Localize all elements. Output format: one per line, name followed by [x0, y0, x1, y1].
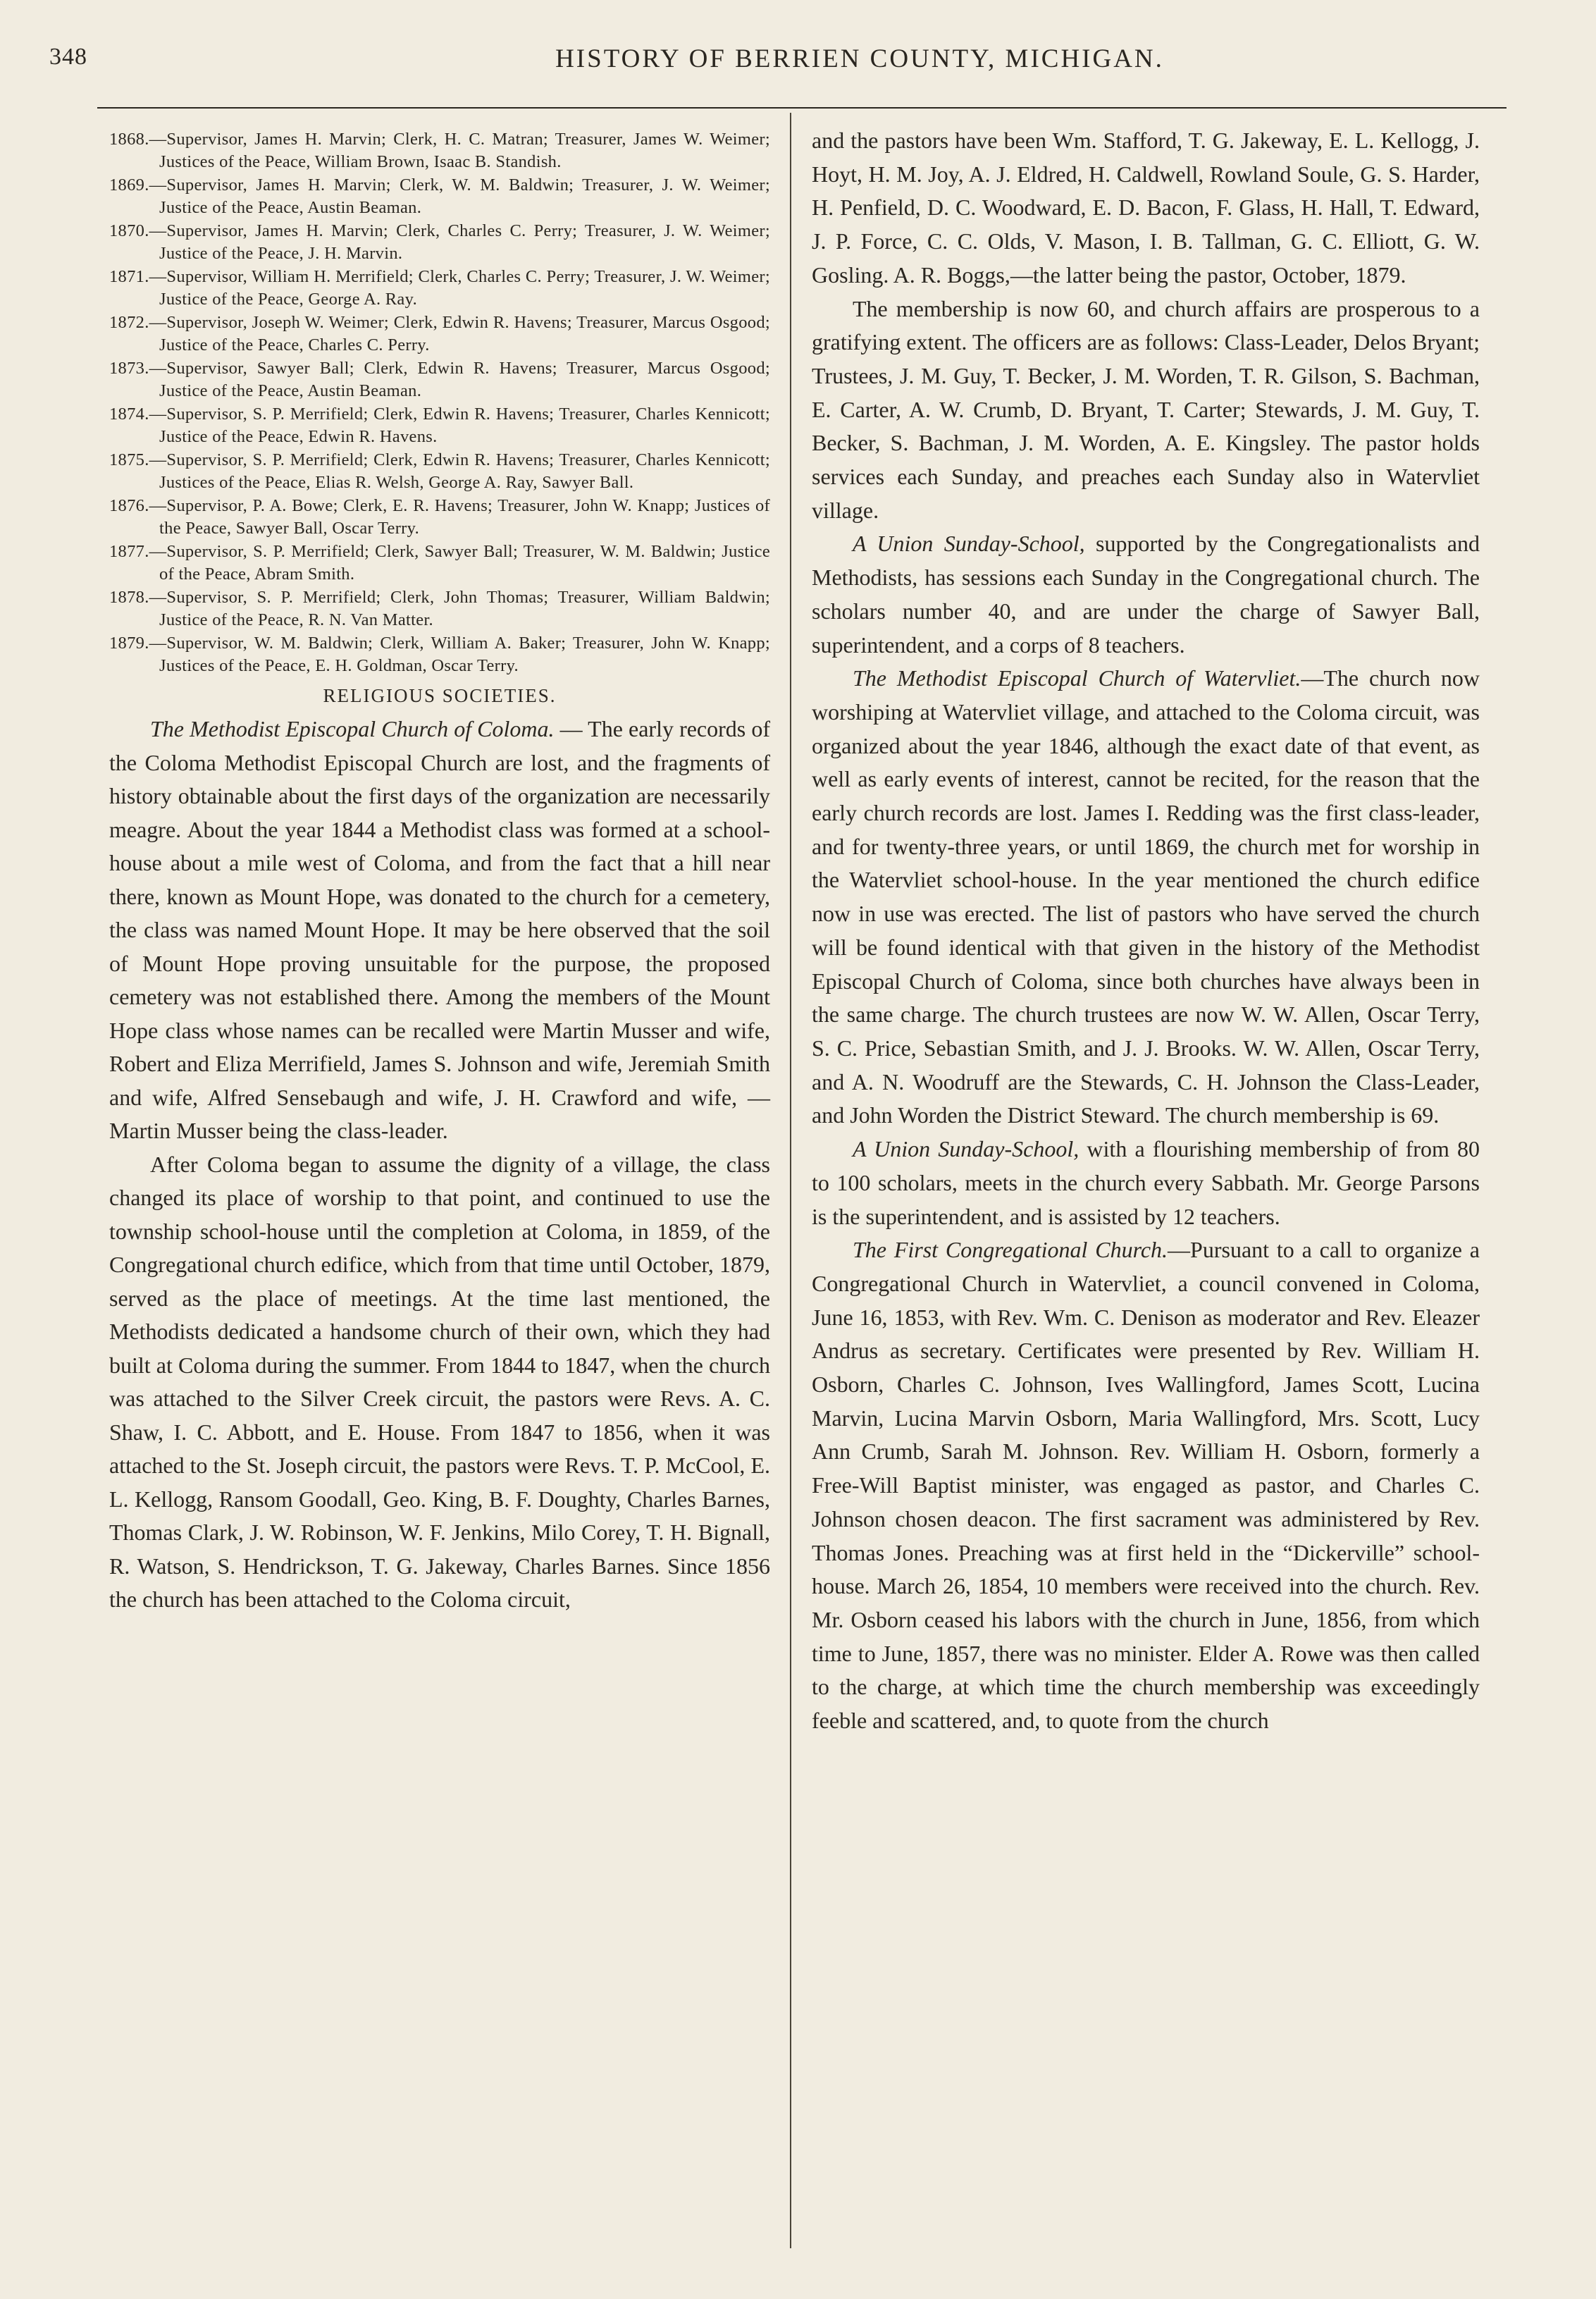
officer-entry-1873: 1873.—Supervisor, Sawyer Ball; Clerk, Edwin R. Havens; Treasurer, Marcus Osgood; Justice of the Peace, Austin Beaman.	[109, 359, 770, 400]
right-column	[812, 124, 1480, 1738]
officer-entry-1877: 1877.—Supervisor, S. P. Merrifield; Clerk, Sawyer Ball; Treasurer, W. M. Baldwin; Justice of the Peace, Abram Smith.	[109, 542, 770, 584]
coloma-church-text: — The early records of the Coloma Methodist Episcopal Church are lost, and the fragments of history obtainable about the first days of the organization are necessarily meagre. About the year 1844 a Methodist class was formed at a school-house about a mile west of Coloma, and from the fact that a hill near there, known as Mount Hope, was donated to the church for a cemetery, the class was named Mount Hope. It may be here observed that the soil of Mount Hope proving unsuitable for the purpose, the proposed cemetery was not established there. Among the members of the Mount Hope class whose names can be recalled were Martin Musser and wife, Robert and Eliza Merrifield, James S. Johnson and wife, Jeremiah Smith and wife, Alfred Sensebaugh and wife, J. H. Crawford and wife, —Martin Musser being the class-leader.	[109, 716, 771, 1143]
officer-entry-1871: 1871.—Supervisor, William H. Merrifield; Clerk, Charles C. Perry; Treasurer, J. W. Weimer; Justice of the Peace, George A. Ray.	[109, 267, 770, 309]
coloma-membership-paragraph: The membership is now 60, and church affairs are prosperous to a gratifying extent. The officers are as follows: Class-Leader, Delos Bryant; Trustees, J. M. Guy, T. Becker, J. M. Worden, T. R. Gilson, S. Bachman, E. Carter, A. W. Crumb, D. Bryant, T. Carter; Stewards, J. M. Guy, T. Becker, S. Bachman, J. M. Worden, A. E. Kingsley. The pastor holds services each Sunday, and preaches each Sunday also in Watervliet village.	[812, 295, 1480, 523]
first-congregational-church-text: —Pursuant to a call to organize a Congregational Church in Watervliet, a council convened in Coloma, June 16, 1853, with Rev. Wm. C. Denison as moderator and Rev. Eleazer Andrus as secretary. Certificates were presented by Rev. William H. Osborn, Charles C. Johnson, Ives Wallingford, James Scott, Lucina Marvin, Lucina Marvin Osborn, Maria Wallingford, Mrs. Scott, Lucy Ann Crumb, Sarah M. Johnson. Rev. William H. Osborn, formerly a Free-Will Baptist minister, was engaged as pastor, and Charles C. Johnson chosen deacon. The first sacrament was administered by Rev. Thomas Jones. Preaching was at first held in the “Dickerville” school-house. March 26, 1854, 10 members were received into the church. Rev. Mr. Osborn ceased his labors with the church in June, 1856, from which time to June, 1857, there was no minister. Elder A. Rowe was then called to the charge, at which time the church membership was exceedingly feeble and scattered, and, to quote from the church	[812, 1237, 1480, 1734]
officer-entry-1868: 1868.—Supervisor, James H. Marvin; Clerk, H. C. Matran; Treasurer, James W. Weimer; Justices of the Peace, William Brown, Isaac B. Standish.	[109, 130, 770, 171]
coloma-pastors-paragraph: and the pastors have been Wm. Stafford, T. G. Jakeway, E. L. Kellogg, J. Hoyt, H. M. Joy, A. J. Eldred, H. Caldwell, Rowland Soule, G. S. Harder, H. Penfield, D. C. Woodward, E. D. Bacon, F. Glass, H. Hall, T. Edward, J. P. Force, C. C. Olds, V. Mason, I. B. Tallman, G. C. Elliott, G. W. Gosling. A. R. Boggs,—the latter being the pastor, October, 1879.	[812, 128, 1480, 288]
page-header	[49, 44, 1515, 86]
coloma-church-title: The Methodist Episcopal Church of Coloma.	[150, 716, 555, 741]
union-sunday-school-coloma-text: supported by the Congregationalists and Methodists, has sessions each Sunday in the Congregational church. The scholars number 40, and are under the charge of Sawyer Ball, superintendent, and a corps of 8 teachers.	[812, 531, 1480, 658]
first-congregational-church-paragraph	[812, 1233, 1480, 1738]
officer-entry-1874: 1874.—Supervisor, S. P. Merrifield; Clerk, Edwin R. Havens; Treasurer, Charles Kennicott; Justice of the Peace, Edwin R. Havens.	[109, 405, 770, 446]
township-officers-list	[109, 128, 770, 677]
union-sunday-school-coloma-title: A Union Sunday-School,	[853, 531, 1085, 557]
officer-entry-1876: 1876.—Supervisor, P. A. Bowe; Clerk, E. R. Havens; Treasurer, John W. Knapp; Justices of the Peace, Sawyer Ball, Oscar Terry.	[109, 496, 770, 538]
union-sunday-school-watervliet-title: A Union Sunday-School,	[853, 1136, 1080, 1162]
officer-entry-1872: 1872.—Supervisor, Joseph W. Weimer; Clerk, Edwin R. Havens; Treasurer, Marcus Osgood; Justice of the Peace, Charles C. Perry.	[109, 313, 770, 355]
union-sunday-school-coloma-paragraph	[812, 527, 1480, 662]
union-sunday-school-watervliet-paragraph	[812, 1133, 1480, 1233]
officer-entry-1875: 1875.—Supervisor, S. P. Merrifield; Clerk, Edwin R. Havens; Treasurer, Charles Kennicott; Justices of the Peace, Elias R. Welsh, George A. Ray, Sawyer Ball.	[109, 450, 770, 492]
left-column	[109, 128, 770, 1617]
page-number: 348	[49, 44, 87, 70]
officer-entry-1870: 1870.—Supervisor, James H. Marvin; Clerk, Charles C. Perry; Treasurer, J. W. Weimer; Justice of the Peace, J. H. Marvin.	[109, 221, 770, 263]
religious-societies-heading: RELIGIOUS SOCIETIES.	[323, 685, 557, 706]
column-divider	[790, 113, 791, 2248]
first-congregational-church-title: The First Congregational Church.	[853, 1237, 1168, 1263]
coloma-church-paragraph	[109, 713, 770, 1148]
union-sunday-school-watervliet-text: with a flourishing membership of from 80 to 100 scholars, meets in the church every Sabbath. Mr. George Parsons is the superintendent, and is assisted by 12 teachers.	[812, 1136, 1480, 1229]
coloma-history-paragraph: After Coloma began to assume the dignity of a village, the class changed its place of worship to that point, and continued to use the township school-house until the completion at Coloma, in 1859, of the Congregational church edifice, which from that time until October, 1879, served as the place of meetings. At the time last mentioned, the Methodists dedicated a handsome church of their own, which they had built at Coloma during the summer. From 1844 to 1847, when the church was attached to the Silver Creek circuit, the pastors were Revs. A. C. Shaw, I. C. Abbott, and E. House. From 1847 to 1856, when it was attached to the St. Joseph circuit, the pastors were Revs. T. P. McCool, E. L. Kellogg, Ransom Goodall, Geo. King, B. F. Doughty, Charles Barnes, Thomas Clark, J. W. Robinson, W. F. Jenkins, Milo Corey, T. H. Bignall, R. Watson, S. Hendrickson, T. G. Jakeway, Charles Barnes. Since 1856 the church has been attached to the Coloma circuit,	[109, 1151, 770, 1612]
watervliet-church-title: The Methodist Episcopal Church of Watervliet.	[853, 665, 1301, 691]
watervliet-church-paragraph	[812, 662, 1480, 1133]
header-rule	[97, 107, 1507, 109]
officer-entry-1869: 1869.—Supervisor, James H. Marvin; Clerk, W. M. Baldwin; Treasurer, J. W. Weimer; Justice of the Peace, Austin Beaman.	[109, 175, 770, 217]
watervliet-church-text: —The church now worshiping at Watervliet village, and attached to the Coloma circuit, was organized about the year 1846, although the exact date of that event, as well as early events of interest, cannot be recited, for the reason that the early church records are lost. James I. Redding was the first class-leader, and for twenty-three years, or until 1869, the church met for worship in the Watervliet school-house. In the year mentioned the church edifice now in use was erected. The list of pastors who have served the church will be found identical with that given in the history of the Methodist Episcopal Church of Coloma, since both churches have always been in the same charge. The church trustees are now W. W. Allen, Oscar Terry, S. C. Price, Sebastian Smith, and J. J. Brooks. W. W. Allen, Oscar Terry, and A. N. Woodruff are the Stewards, C. H. Johnson the Class-Leader, and John Worden the District Steward. The church membership is 69.	[812, 665, 1480, 1128]
running-title: HISTORY OF BERRIEN COUNTY, MICHIGAN.	[555, 44, 1164, 73]
officer-entry-1879: 1879.—Supervisor, W. M. Baldwin; Clerk, William A. Baker; Treasurer, John W. Knapp; Justices of the Peace, E. H. Goldman, Oscar Terry.	[109, 634, 770, 675]
officer-entry-1878: 1878.—Supervisor, S. P. Merrifield; Clerk, John Thomas; Treasurer, William Baldwin; Justice of the Peace, R. N. Van Matter.	[109, 588, 770, 629]
